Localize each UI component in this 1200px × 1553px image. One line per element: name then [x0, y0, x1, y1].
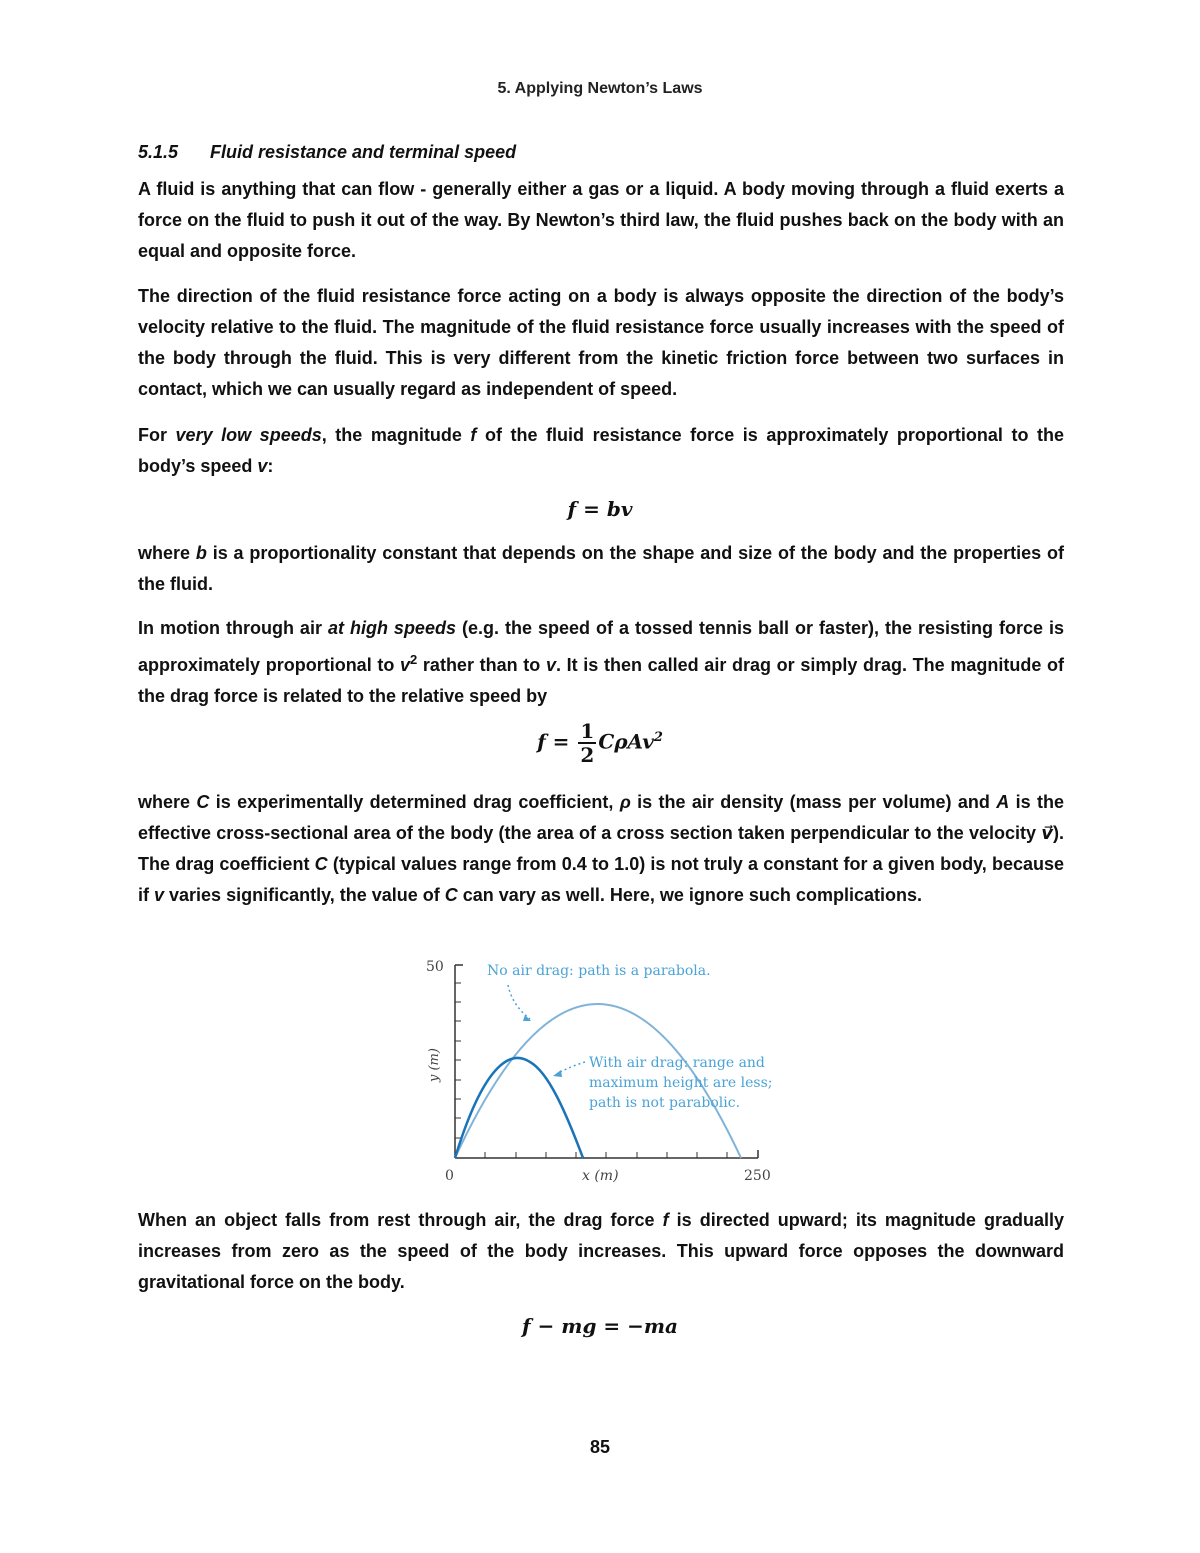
equation-newton-second-law: f − mg = −ma — [522, 1314, 678, 1338]
equation-quadratic-drag: f = $\frac{1}{2}$ CρAv$^2$ — [537, 719, 663, 767]
paragraph-proportionality-constant: where b is a proportionality constant that depends on the shape and size of the body and the properties of the fluid. — [138, 543, 1064, 594]
paragraph-resistance-direction: The direction of the fluid resistance force acting on a body is always opposite the direction of the body’s velocity relative to the fluid. The magnitude of the fluid resistance force usually increases with the speed of the body through the fluid. This is very different from the kinetic friction force between two surfaces in contact, which we can usually regard as independent of speed. — [138, 286, 1064, 399]
paragraph-falling-object: When an object falls from rest through air, the drag force f is directed upward; its magnitude gradually increases from zero as the speed of the body increases. This upward force opposes the downward gravitational force on the body. — [138, 1210, 1064, 1292]
drag-pointer — [558, 1062, 585, 1073]
x-min-label: 0 — [445, 1168, 454, 1184]
fraction-one-half: $\frac{1}{2}$ — [580, 719, 595, 767]
paragraph-high-speeds: In motion through air at high speeds (e.g. the speed of a tossed tennis ball or faster), the resisting force is approximately proportional to $v^2$ rather than to v. It is then called air drag or simply drag. The magnitude of the drag force is related to the relative speed by — [138, 618, 1064, 706]
y-max-label: 50 — [426, 959, 444, 975]
drag-arrowhead — [553, 1070, 562, 1077]
x-axis-ticks — [485, 1152, 727, 1158]
x-axis-label: x (m) — [582, 1168, 619, 1184]
paragraph-low-speeds: For very low speeds, the magnitude f of the fluid resistance force is approximately proportional to the body’s speed v: — [138, 425, 1064, 476]
y-axis-ticks — [455, 983, 461, 1138]
no-drag-pointer — [508, 985, 530, 1019]
drag-annotation-line-1: With air drag: range and — [589, 1055, 765, 1071]
drag-annotation-line-2: maximum height are less; — [589, 1075, 773, 1091]
running-header: 5. Applying Newton’s Laws — [497, 80, 703, 97]
section-number: 5.1.5 — [138, 142, 179, 162]
y-axis-label: y (m) — [427, 1048, 442, 1082]
paragraph-fluid-definition: A fluid is anything that can flow - generally either a gas or a liquid. A body moving through a fluid exerts a force on the fluid to push it out of the way. By Newton’s third law, the fluid pushes back on the body with an equal and opposite force. — [138, 179, 1064, 261]
no-drag-annotation: No air drag: path is a parabola. — [487, 963, 711, 979]
paragraph-drag-coefficient: where C is experimentally determined drag coefficient, ρ is the air density (mass per volume) and A is the effective cross-sectional area of the body (the area of a cross section taken perpendicular to the velocity v⃗). The drag coefficient C (typical values range from 0.4 to 1.0) is not truly a constant for a given body, because if v varies significantly, the value of C can vary as well. Here, we ignore such complications. — [138, 792, 1065, 905]
page-number: 85 — [589, 1437, 611, 1457]
drag-trajectory — [455, 1058, 583, 1158]
equation-linear-drag: f = bv — [567, 497, 633, 521]
section-title-text: Fluid resistance and terminal speed — [210, 142, 517, 162]
x-max-label: 250 — [744, 1168, 771, 1184]
drag-annotation-line-3: path is not parabolic. — [589, 1095, 741, 1111]
